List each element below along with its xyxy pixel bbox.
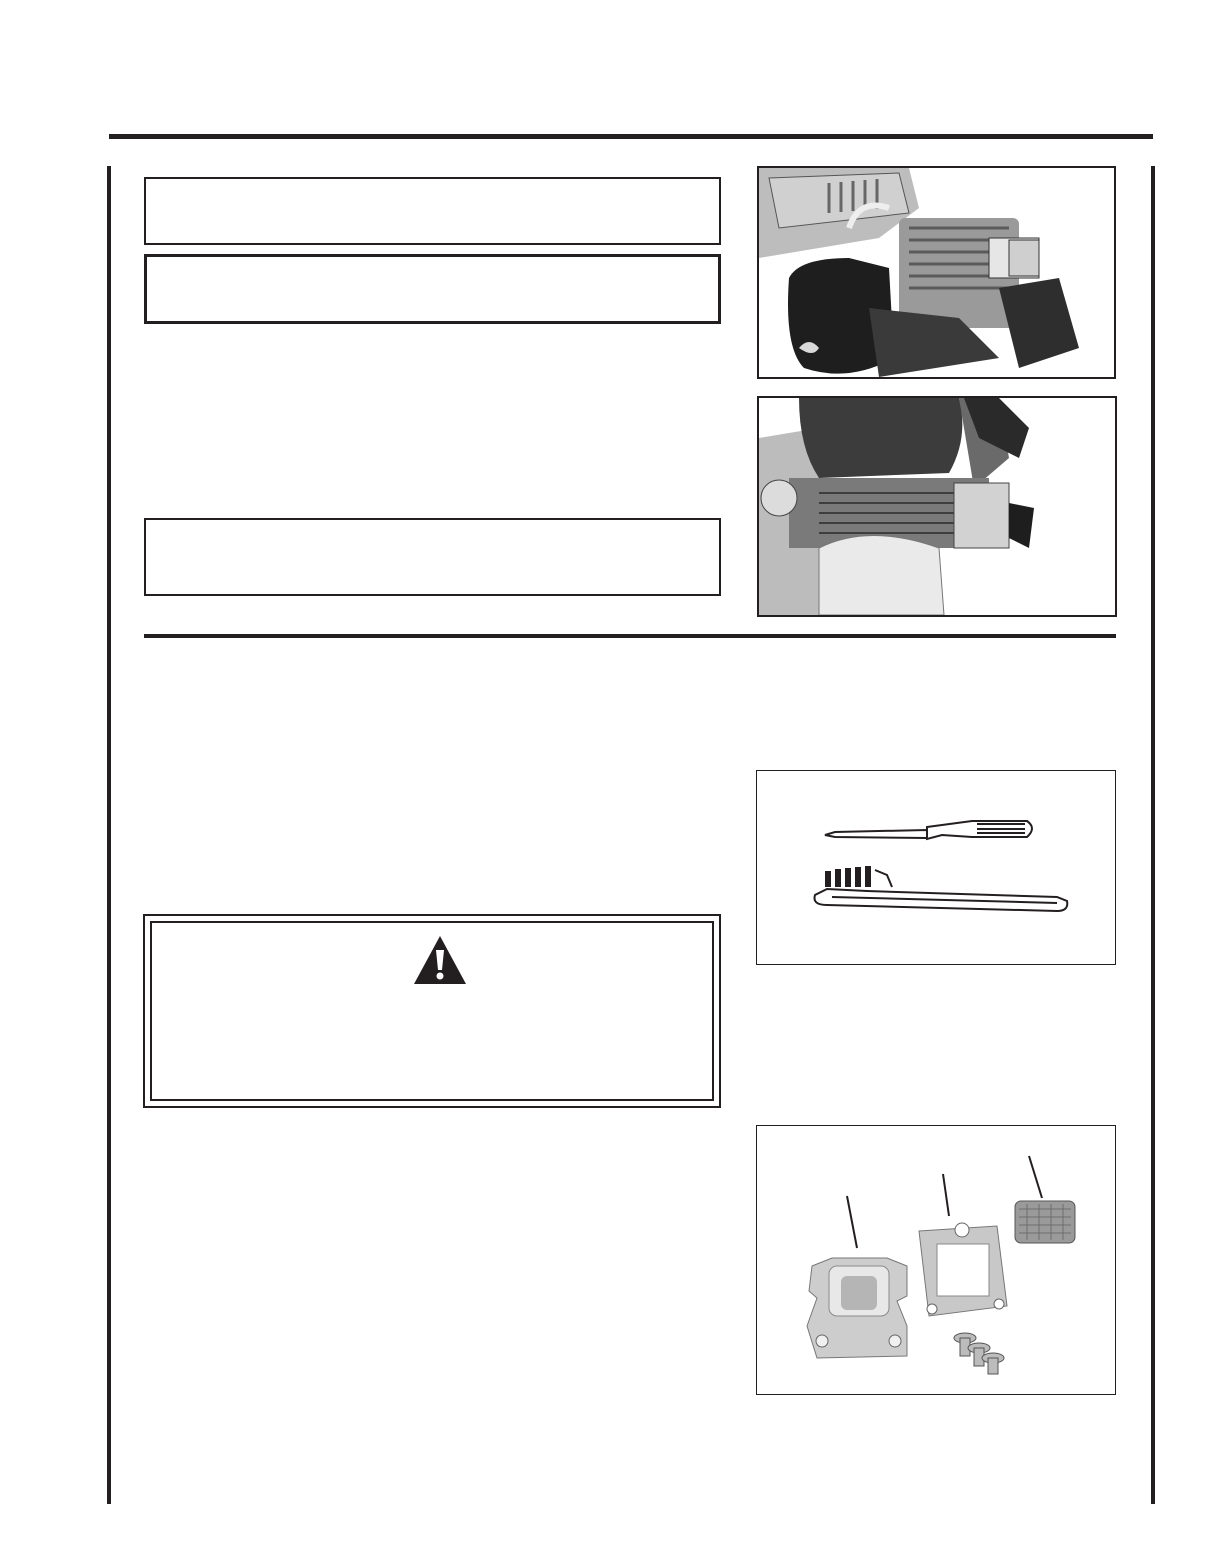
warning-box [150, 921, 714, 1101]
spark-arrestor-parts-photo [757, 1126, 1115, 1394]
note-box-3 [144, 518, 721, 596]
note-box-2 [144, 254, 721, 324]
warning-triangle-icon [412, 934, 468, 986]
note-box-1 [144, 177, 721, 245]
spark-arrestor-parts-figure [756, 1125, 1116, 1395]
section-divider [144, 634, 1116, 638]
right-margin-line [1151, 166, 1155, 1504]
left-margin-line [107, 166, 111, 1504]
muffler-photo [757, 396, 1117, 617]
header-rule [109, 134, 1153, 139]
engine-photo [757, 166, 1116, 379]
screwdriver-and-wire-brush-icon [757, 771, 1115, 964]
tools-figure [756, 770, 1116, 965]
